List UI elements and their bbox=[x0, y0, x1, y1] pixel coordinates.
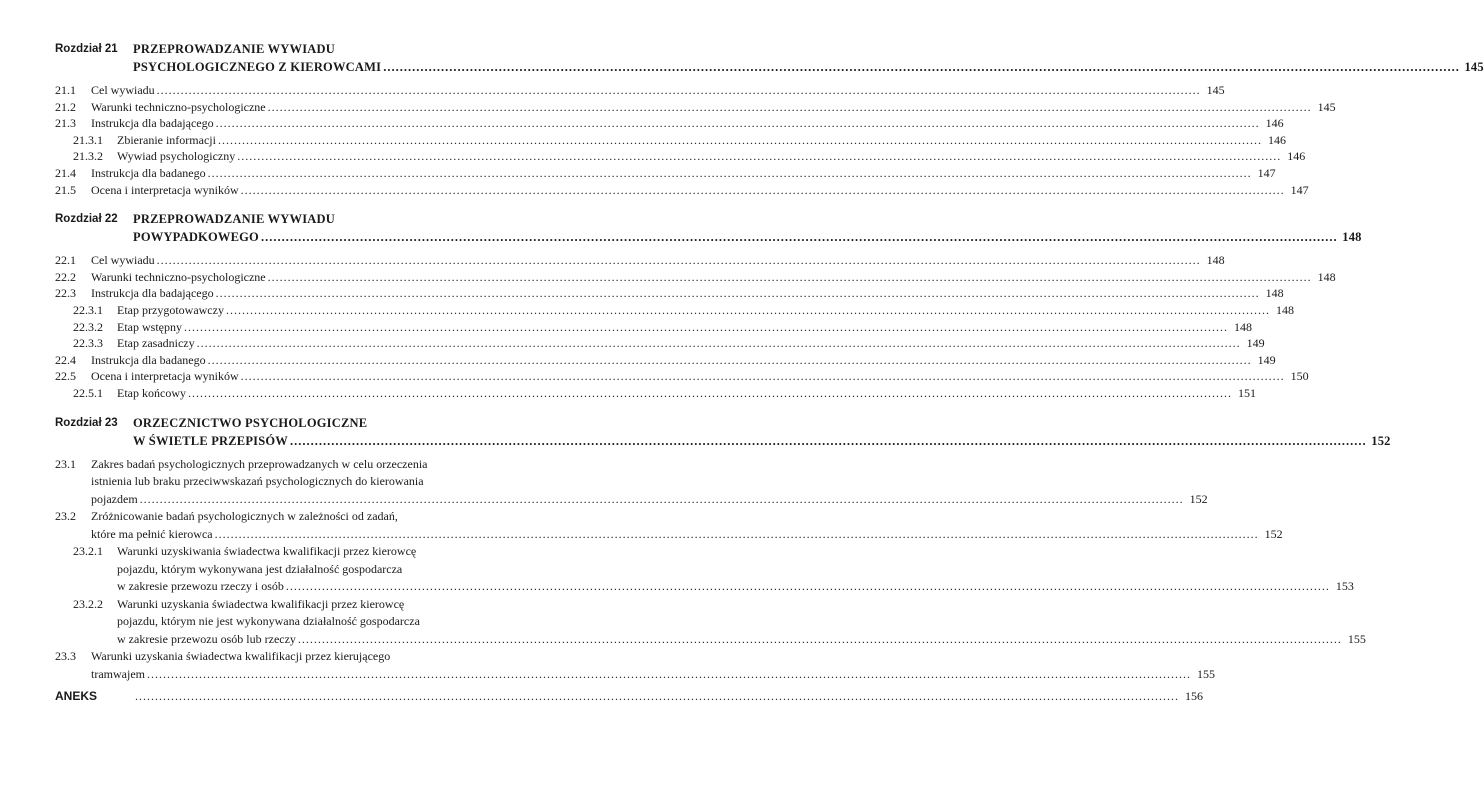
entry-title: Warunki techniczno-psychologiczne bbox=[91, 269, 266, 284]
dot-leader bbox=[197, 335, 1241, 352]
entry-page: 152 bbox=[1189, 491, 1208, 506]
chapter-23 bbox=[55, 414, 1391, 684]
entry-title: Cel wywiadu bbox=[91, 83, 155, 97]
entry-body bbox=[91, 508, 1283, 543]
entry-body bbox=[91, 456, 1208, 509]
entry-body bbox=[117, 596, 1366, 649]
chapter-title bbox=[133, 40, 1484, 76]
toc-subentry bbox=[55, 148, 1306, 165]
entry-page: 148 bbox=[1317, 269, 1336, 284]
dot-leader bbox=[157, 82, 1201, 99]
entry-number: 21.4 bbox=[55, 165, 76, 180]
toc-subentry bbox=[55, 319, 1252, 336]
entry-number: 22.5 bbox=[55, 369, 76, 384]
entry-row bbox=[117, 335, 1265, 352]
entry-page: 153 bbox=[1335, 579, 1354, 593]
chapter-title-line2-row bbox=[133, 432, 1391, 450]
entry-number: 21.2 bbox=[55, 99, 76, 114]
dot-leader bbox=[226, 302, 1270, 319]
entry-number: 21.3.2 bbox=[73, 149, 103, 164]
entry-title: Instrukcja dla badającego bbox=[91, 286, 214, 301]
toc-entry bbox=[55, 508, 1283, 543]
entry-title: Instrukcja dla badanego bbox=[91, 352, 206, 367]
entry-title-line: pojazdu, którym nie jest wykonywana działalność gospodarcza bbox=[117, 614, 420, 628]
entry-title: Etap wstępny bbox=[117, 319, 182, 334]
entry-row bbox=[91, 269, 1336, 286]
chapter-title-line2: W ŚWIETLE PRZEPISÓW bbox=[133, 433, 289, 448]
chapter-title-line2: POWYPADKOWEGO bbox=[133, 230, 259, 245]
entry-number: 22.3.3 bbox=[73, 336, 103, 351]
entry-row bbox=[117, 385, 1256, 402]
entry-page: 149 bbox=[1257, 352, 1276, 367]
chapter-heading bbox=[55, 210, 1362, 246]
entry-page: 151 bbox=[1237, 385, 1256, 400]
entry-row bbox=[91, 99, 1336, 116]
entry-row bbox=[117, 148, 1305, 165]
entry-title: Instrukcja dla badanego bbox=[91, 165, 206, 180]
entry-row bbox=[91, 352, 1276, 369]
entry-title: Etap przygotowawczy bbox=[117, 302, 224, 317]
dot-leader bbox=[140, 491, 1184, 509]
entry-number: 21.3 bbox=[55, 116, 76, 131]
chapter-entries bbox=[55, 82, 1336, 198]
aneks-page: 156 bbox=[1185, 689, 1203, 703]
entry-title-line: Warunki uzyskania świadectwa kwalifikacji przez kierującego bbox=[91, 649, 391, 663]
dot-leader bbox=[298, 631, 1342, 649]
entry-page: 148 bbox=[1234, 319, 1252, 334]
entry-page: 148 bbox=[1275, 302, 1294, 317]
entry-page: 146 bbox=[1265, 116, 1284, 131]
toc-entry bbox=[55, 285, 1284, 302]
aneks-label: ANEKS bbox=[55, 689, 98, 703]
dot-leader bbox=[157, 252, 1201, 269]
dot-leader bbox=[241, 368, 1285, 385]
entry-page: 147 bbox=[1257, 165, 1276, 180]
chapter-label: Rozdział 21 bbox=[55, 43, 118, 55]
entry-number: 23.2.1 bbox=[73, 544, 103, 558]
entry-number: 23.2.2 bbox=[73, 596, 103, 611]
entry-title-line: Warunki uzyskiwania świadectwa kwalifikacji przez kierowcę bbox=[117, 544, 417, 558]
entry-row bbox=[117, 302, 1294, 319]
dot-leader bbox=[208, 165, 1252, 182]
entry-number: 21.3.1 bbox=[73, 132, 103, 147]
toc-entry bbox=[55, 165, 1276, 182]
entry-row bbox=[117, 578, 1354, 596]
entry-page: 147 bbox=[1290, 182, 1309, 197]
dot-leader bbox=[215, 526, 1259, 544]
entry-page: 155 bbox=[1196, 666, 1215, 681]
entry-title-last: w zakresie przewozu osób lub rzeczy bbox=[117, 631, 296, 646]
dot-leader bbox=[147, 666, 1191, 684]
toc-subentry bbox=[55, 302, 1294, 319]
chapter-title-line1: PRZEPROWADZANIE WYWIADU bbox=[133, 42, 335, 56]
entry-row bbox=[91, 526, 1283, 544]
entry-title: Etap końcowy bbox=[117, 385, 186, 400]
toc-subentry bbox=[55, 132, 1286, 149]
chapter-22 bbox=[55, 210, 1362, 401]
entry-row bbox=[91, 252, 1225, 269]
entry-row bbox=[91, 491, 1208, 509]
entry-number: 22.2 bbox=[55, 269, 76, 284]
chapter-label: Rozdział 23 bbox=[55, 416, 118, 429]
dot-leader bbox=[383, 58, 1460, 76]
entry-page: 146 bbox=[1267, 132, 1286, 147]
entry-row bbox=[117, 631, 1366, 649]
entry-page: 150 bbox=[1290, 369, 1309, 384]
dot-leader bbox=[261, 228, 1338, 246]
entry-number: 22.4 bbox=[55, 352, 76, 367]
entry-row bbox=[117, 319, 1252, 336]
dot-leader bbox=[216, 285, 1260, 302]
chapter-21 bbox=[55, 40, 1484, 198]
entry-title: Wywiad psychologiczny bbox=[117, 149, 236, 164]
toc-entry bbox=[55, 456, 1208, 509]
entry-title: Ocena i interpretacja wyników bbox=[91, 182, 239, 197]
entry-row bbox=[91, 285, 1284, 302]
chapter-title-line2-row bbox=[133, 58, 1484, 76]
toc-entry bbox=[55, 182, 1309, 199]
chapter-page: 148 bbox=[1342, 230, 1362, 245]
entry-page: 148 bbox=[1206, 253, 1225, 268]
aneks-entry bbox=[55, 689, 1203, 704]
entry-title: Ocena i interpretacja wyników bbox=[91, 369, 239, 384]
chapter-title-line1: ORZECZNICTWO PSYCHOLOGICZNE bbox=[133, 415, 368, 430]
entry-number: 23.3 bbox=[55, 649, 76, 663]
chapter-heading bbox=[55, 40, 1484, 76]
toc-subentry bbox=[55, 385, 1256, 402]
toc-subentry bbox=[55, 335, 1265, 352]
dot-leader bbox=[218, 132, 1262, 149]
chapter-title-line2: PSYCHOLOGICZNEGO Z KIEROWCAMI bbox=[133, 60, 382, 74]
entry-row bbox=[91, 368, 1309, 385]
entry-title: Etap zasadniczy bbox=[117, 336, 195, 351]
chapter-title-line2-row bbox=[133, 228, 1362, 246]
entry-title-last: w zakresie przewozu rzeczy i osób bbox=[117, 579, 284, 593]
entry-number: 21.5 bbox=[55, 182, 76, 197]
dot-leader bbox=[135, 689, 1179, 704]
entry-page: 145 bbox=[1317, 99, 1336, 114]
entry-number: 23.1 bbox=[55, 456, 76, 471]
entry-title: Warunki techniczno-psychologiczne bbox=[91, 99, 266, 114]
toc-entry bbox=[55, 82, 1225, 99]
chapter-entries bbox=[55, 456, 1366, 684]
chapter-entries bbox=[55, 252, 1336, 401]
entry-row bbox=[91, 182, 1309, 199]
entry-number: 21.1 bbox=[55, 83, 76, 97]
entry-page: 148 bbox=[1265, 286, 1284, 301]
dot-leader bbox=[286, 578, 1330, 596]
toc-entry bbox=[55, 368, 1309, 385]
entry-title: Instrukcja dla badającego bbox=[91, 116, 214, 131]
dot-leader bbox=[216, 115, 1260, 132]
dot-leader bbox=[184, 319, 1228, 336]
entry-row bbox=[91, 165, 1276, 182]
toc-entry bbox=[55, 99, 1336, 116]
chapter-title bbox=[133, 414, 1391, 450]
entry-number: 23.2 bbox=[55, 509, 76, 523]
entry-title-line: pojazdu, którym wykonywana jest działalność gospodarcza bbox=[117, 561, 403, 576]
dot-leader bbox=[208, 352, 1252, 369]
entry-page: 146 bbox=[1287, 149, 1306, 164]
dot-leader bbox=[188, 385, 1232, 402]
entry-number: 22.3.2 bbox=[73, 319, 103, 334]
chapter-heading bbox=[55, 414, 1391, 450]
dot-leader bbox=[241, 182, 1285, 199]
entry-number: 22.1 bbox=[55, 253, 76, 268]
chapter-page: 145 bbox=[1464, 60, 1484, 74]
table-of-contents bbox=[55, 40, 1484, 704]
entry-row bbox=[91, 115, 1284, 132]
entry-page: 145 bbox=[1206, 83, 1225, 97]
entry-number: 22.3.1 bbox=[73, 302, 103, 317]
dot-leader bbox=[268, 269, 1312, 286]
entry-row bbox=[117, 132, 1286, 149]
entry-row bbox=[91, 82, 1225, 99]
entry-page: 152 bbox=[1264, 526, 1283, 541]
toc-subentry bbox=[55, 596, 1366, 649]
chapter-label: Rozdział 22 bbox=[55, 213, 118, 226]
entry-page: 149 bbox=[1246, 336, 1265, 351]
entry-body bbox=[91, 648, 1215, 683]
entry-number: 22.3 bbox=[55, 286, 76, 301]
entry-title-line: Warunki uzyskania świadectwa kwalifikacji przez kierowcę bbox=[117, 596, 405, 611]
chapter-title bbox=[133, 210, 1362, 246]
entry-title: Zbieranie informacji bbox=[117, 132, 216, 147]
entry-title-last: pojazdem bbox=[91, 491, 138, 506]
entry-body bbox=[117, 543, 1354, 596]
toc-entry bbox=[55, 252, 1225, 269]
dot-leader bbox=[268, 99, 1312, 116]
entry-title-line: istnienia lub braku przeciwwskazań psychologicznych do kierowania bbox=[91, 474, 424, 488]
toc-entry bbox=[55, 648, 1215, 683]
dot-leader bbox=[290, 432, 1367, 450]
toc-entry bbox=[55, 352, 1276, 369]
toc-entry bbox=[55, 269, 1336, 286]
entry-title-last: tramwajem bbox=[91, 666, 145, 681]
chapter-page: 152 bbox=[1371, 433, 1391, 448]
entry-title-line: Zakres badań psychologicznych przeprowadzanych w celu orzeczenia bbox=[91, 456, 428, 471]
entry-title-last: które ma pełnić kierowca bbox=[91, 526, 213, 541]
entry-title: Cel wywiadu bbox=[91, 253, 155, 268]
entry-number: 22.5.1 bbox=[73, 385, 103, 400]
chapter-title-line1: PRZEPROWADZANIE WYWIADU bbox=[133, 212, 335, 227]
entry-page: 155 bbox=[1347, 631, 1366, 646]
dot-leader bbox=[237, 148, 1281, 165]
toc-subentry bbox=[55, 543, 1354, 596]
entry-row bbox=[91, 666, 1215, 684]
toc-entry bbox=[55, 115, 1284, 132]
entry-title-line: Zróżnicowanie badań psychologicznych w zależności od zadań, bbox=[91, 509, 398, 523]
